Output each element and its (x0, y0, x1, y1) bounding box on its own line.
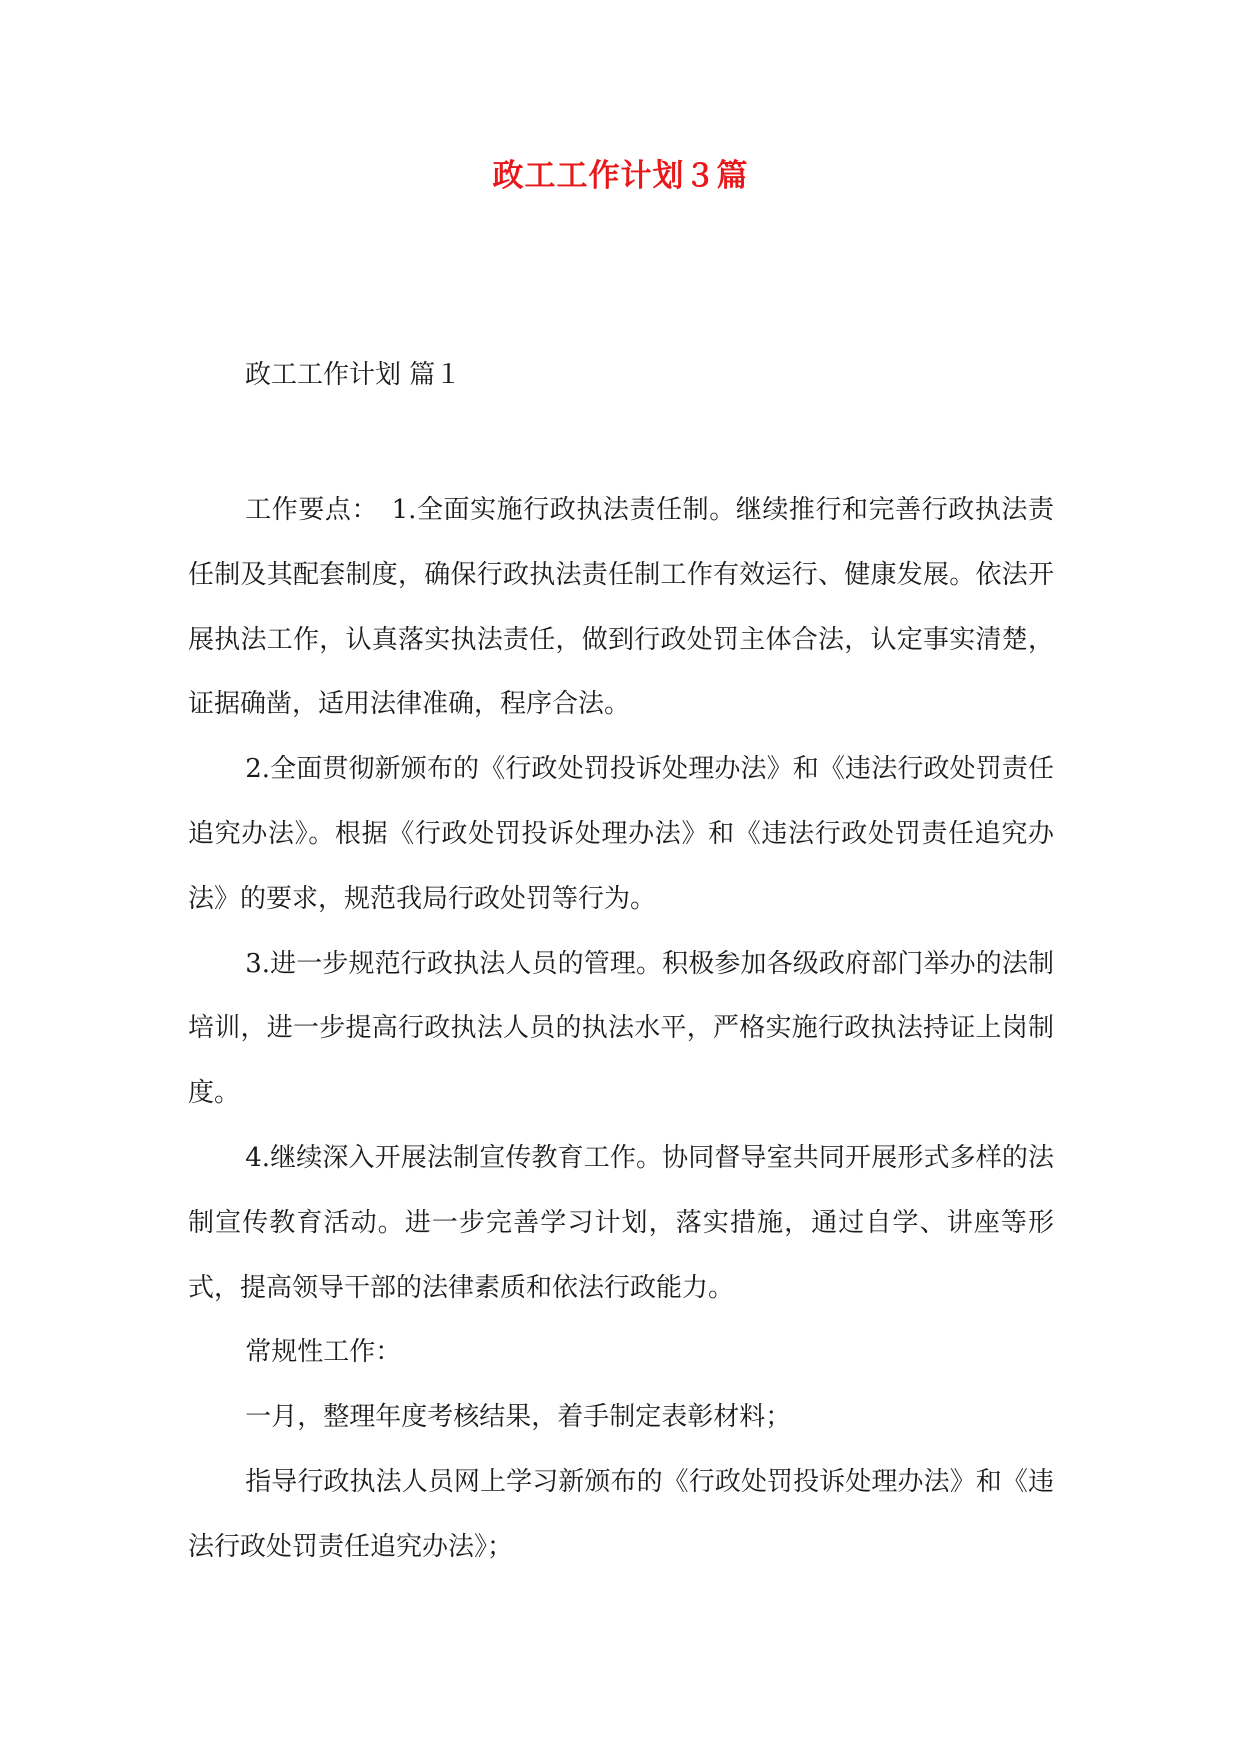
section-heading: 政工工作计划 篇１ (245, 360, 462, 390)
paragraph-work-points-4: 4.继续深入开展法制宣传教育工作。协同督导室共同开展形式多样的法制宣传教育活动。进一步完善学习计划，落实措施，通过自学、讲座等形式，提高领导干部的法律素质和依法行政能力。 (188, 1142, 1054, 1303)
paragraph-routine-heading: 常规性工作： (245, 1337, 402, 1368)
paragraph-january: 一月，整理年度考核结果，着手制定表彰材料； (245, 1402, 792, 1433)
paragraph-work-points-1: 工作要点： 1.全面实施行政执法责任制。继续推行和完善行政执法责任制及其配套制度，确保行政执法责任制工作有效运行、健康发展。依法开展执法工作，认真落实执法责任，做到行政处罚主体合法，认定事实清楚，证据确凿，适用法律准确，程序合法。 (188, 495, 1054, 720)
paragraph-work-points-3: 3.进一步规范行政执法人员的管理。积极参加各级政府部门举办的法制培训，进一步提高行政执法人员的执法水平，严格实施行政执法持证上岗制度。 (188, 948, 1054, 1109)
paragraph-work-points-2: 2.全面贯彻新颁布的《行政处罚投诉处理办法》和《违法行政处罚责任追究办法》。根据《行政处罚投诉处理办法》和《违法行政处罚责任追究办法》的要求，规范我局行政处罚等行为。 (188, 754, 1054, 914)
document-body (188, 478, 1054, 1580)
page-title: 政工工作计划３篇 (492, 158, 749, 194)
paragraph-guidance: 指导行政执法人员网上学习新颁布的《行政处罚投诉处理办法》和《违法行政处罚责任追究办法》； (188, 1466, 1054, 1562)
